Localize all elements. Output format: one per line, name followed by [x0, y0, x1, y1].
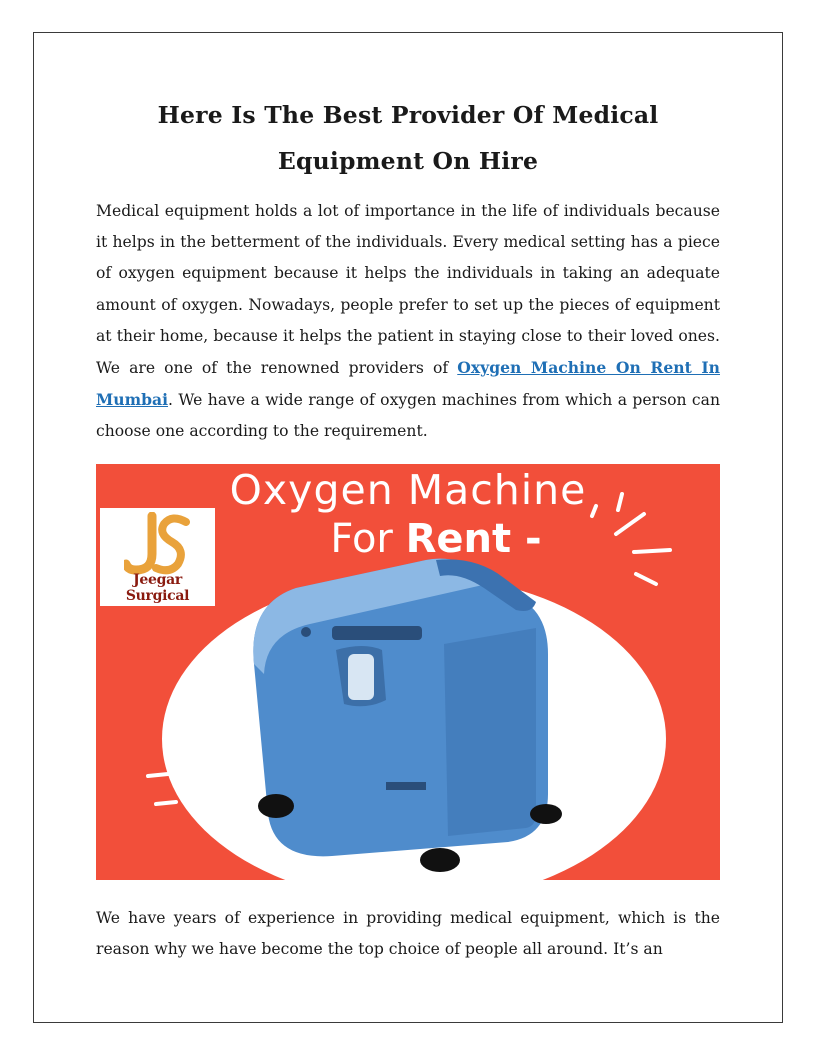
- oxygen-machine-banner-image: [96, 464, 720, 880]
- banner-line2-bold: Rent -: [405, 516, 542, 562]
- js-monogram-icon: [124, 512, 190, 580]
- experience-paragraph: We have years of experience in providing medical equipment, which is the reason why we have become the top choice of people all around. It’s an: [96, 909, 720, 959]
- logo-text: Jeegar Surgical: [125, 572, 190, 604]
- intro-text-before: Medical equipment holds a lot of importance in the life of individuals because it helps in the betterment of the individuals. Every medical setting has a piece of oxygen equipment because it helps the individuals in taking an adequate amount of oxygen. Nowadays, people prefer to set up the pieces of equipment at their home, because it helps the patient in staying close to their loved ones. We are one of the renowned providers of: [96, 202, 720, 378]
- intro-paragraph: [96, 196, 720, 448]
- jeegar-surgical-logo: [100, 508, 215, 606]
- banner-heading-line1: Oxygen Machine: [229, 466, 587, 514]
- oxygen-concentrator-icon: [253, 559, 562, 872]
- intro-text-after: . We have a wide range of oxygen machines from which a person can choose one according to the requirement.: [96, 391, 720, 441]
- banner-line2-prefix: For: [330, 516, 406, 562]
- page-title: Here Is The Best Provider Of Medical Equipment On Hire: [157, 101, 659, 175]
- oxygen-rent-link[interactable]: Oxygen Machine On Rent In Mumbai: [96, 358, 720, 410]
